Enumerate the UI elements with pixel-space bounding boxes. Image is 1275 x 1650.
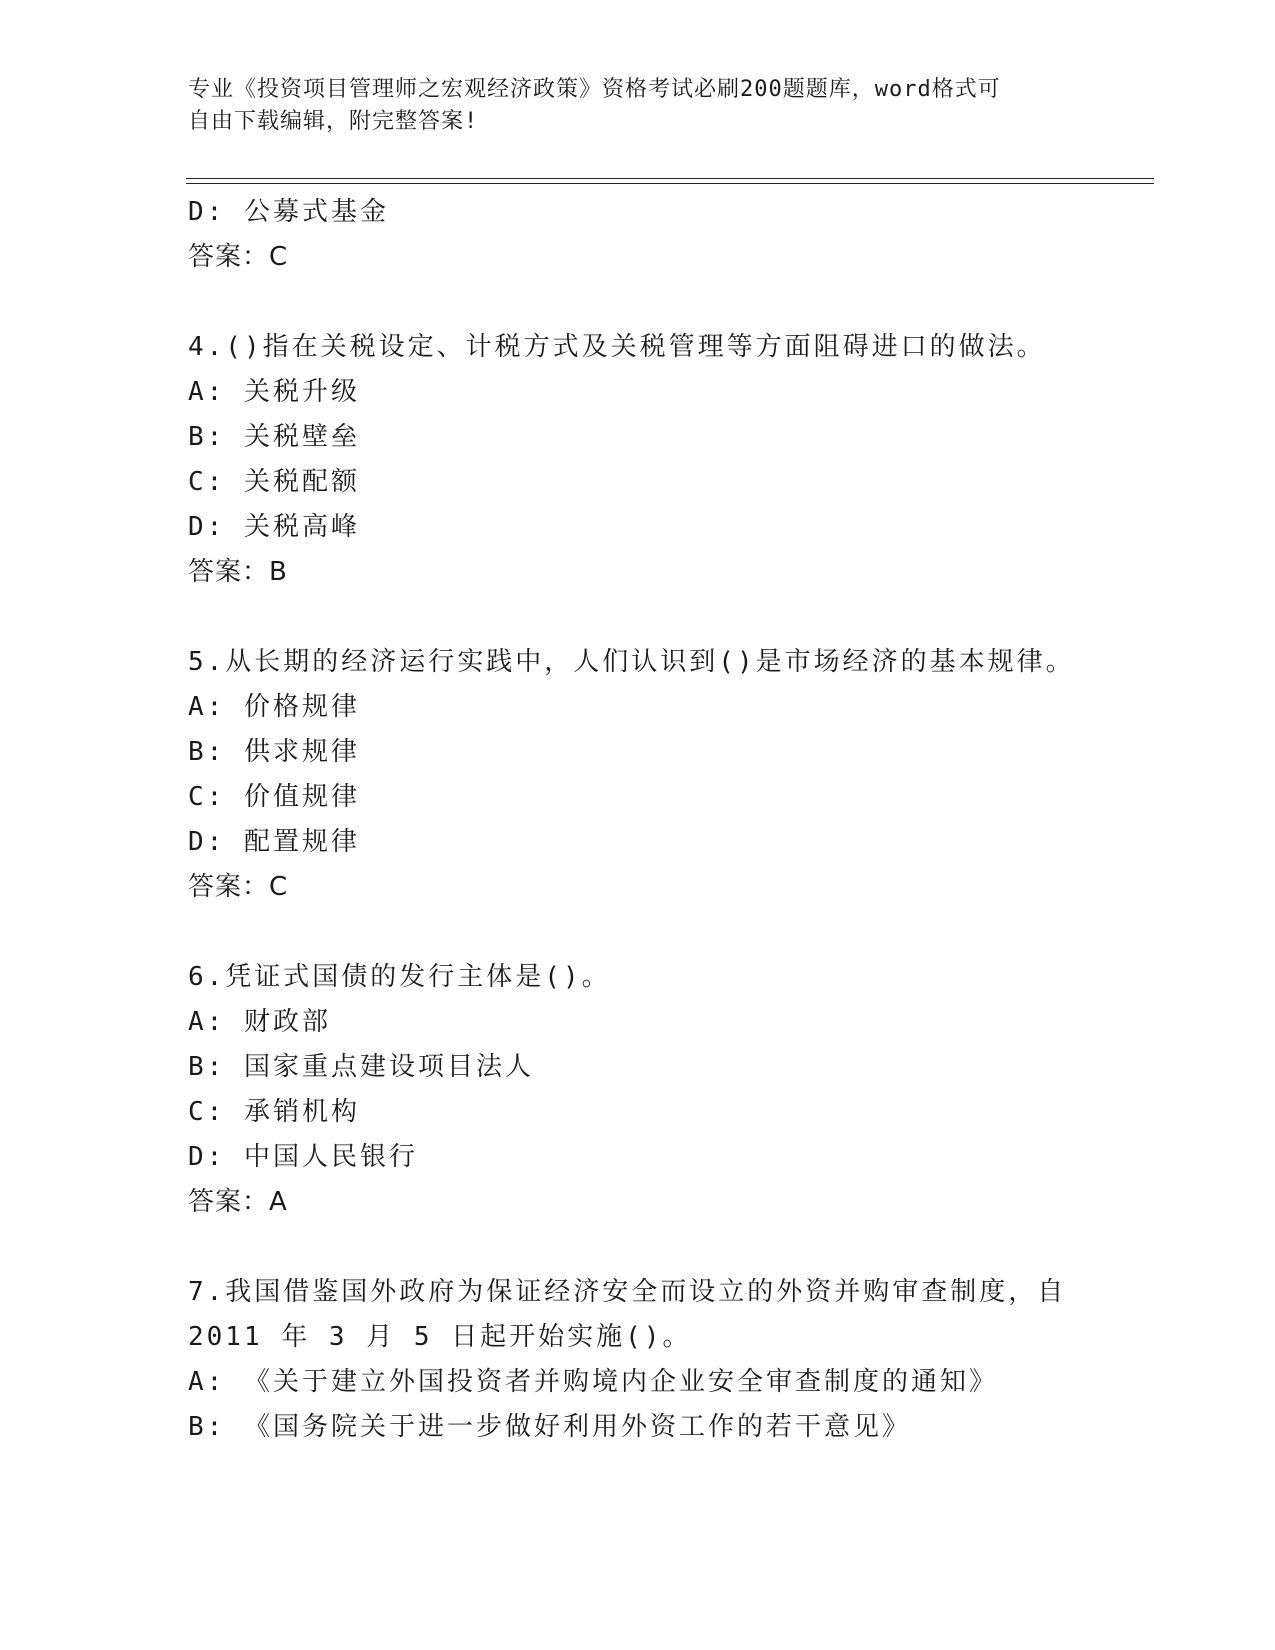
question-stem: 5.从长期的经济运行实践中，人们认识到()是市场经济的基本规律。 — [188, 647, 1075, 677]
option-b: B: 国家重点建设项目法人 — [188, 1052, 534, 1082]
answer-line: 答案：A — [188, 1187, 288, 1217]
document-header — [188, 74, 1068, 138]
option-d: D: 配置规律 — [188, 827, 360, 857]
question-stem: 4.()指在关税设定、计税方式及关税管理等方面阻碍进口的做法。 — [188, 332, 1046, 362]
spacer — [188, 910, 1148, 955]
question-list — [188, 190, 1148, 1450]
header-line-1: 专业《投资项目管理师之宏观经济政策》资格考试必刷200题题库，word格式可 — [188, 77, 1001, 102]
header-rule-top — [186, 178, 1154, 179]
option-a: A: 关税升级 — [188, 377, 360, 407]
spacer — [188, 280, 1148, 325]
option-c: C: 价值规律 — [188, 782, 360, 812]
option-c: C: 承销机构 — [188, 1097, 360, 1127]
option-d: D: 关税高峰 — [188, 512, 360, 542]
option-b: B: 《国务院关于进一步做好利用外资工作的若干意见》 — [188, 1412, 911, 1442]
question-block — [188, 1270, 1148, 1450]
answer-line: 答案：B — [188, 557, 288, 587]
option-d: D: 中国人民银行 — [188, 1142, 418, 1172]
spacer — [188, 595, 1148, 640]
question-block — [188, 325, 1148, 595]
option-b: B: 供求规律 — [188, 737, 360, 767]
option-c: C: 关税配额 — [188, 467, 360, 497]
option-a: A: 《关于建立外国投资者并购境内企业安全审查制度的通知》 — [188, 1367, 998, 1397]
header-rule-bottom — [186, 183, 1154, 184]
question-block — [188, 640, 1148, 910]
question-block — [188, 955, 1148, 1225]
answer-line: 答案：C — [188, 242, 289, 272]
question-stem: 6.凭证式国债的发行主体是()。 — [188, 962, 611, 992]
header-line-2: 自由下载编辑，附完整答案! — [188, 109, 479, 134]
option-a: A: 财政部 — [188, 1007, 331, 1037]
answer-line: 答案：C — [188, 872, 289, 902]
option-b: B: 关税壁垒 — [188, 422, 360, 452]
option-a: A: 价格规律 — [188, 692, 360, 722]
option-d: D: 公募式基金 — [188, 197, 389, 227]
question-stem-line-2: 2011 年 3 月 5 日起开始实施()。 — [188, 1322, 692, 1352]
question-stem-line-1: 7.我国借鉴国外政府为保证经济安全而设立的外资并购审查制度，自 — [188, 1277, 1067, 1307]
spacer — [188, 1225, 1148, 1270]
